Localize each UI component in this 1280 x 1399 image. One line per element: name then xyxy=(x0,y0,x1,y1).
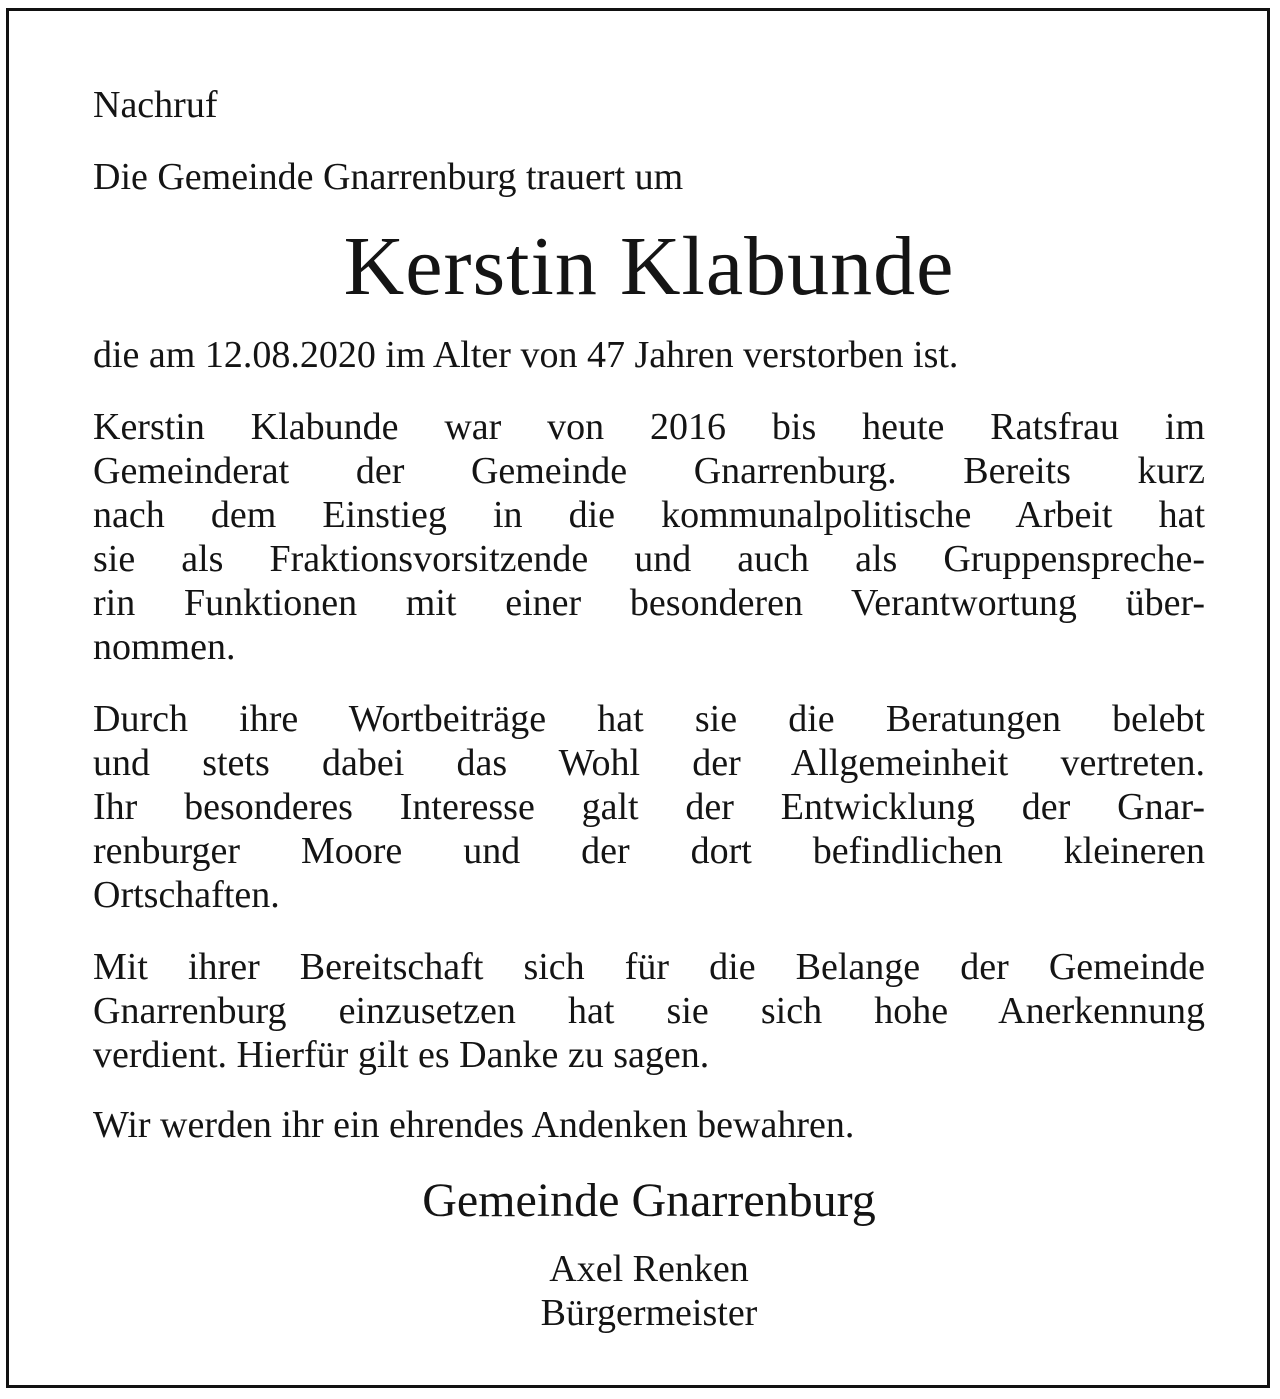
paragraph-3-line-3: verdient. Hierfür gilt es Danke zu sagen. xyxy=(93,1034,710,1076)
obituary-frame xyxy=(6,8,1270,1388)
closing-line: Wir werden ihr ein ehrendes Andenken bewahren. xyxy=(93,1104,855,1146)
deceased-name: Kerstin Klabunde xyxy=(343,220,955,313)
paragraph-3-line-1: Mit ihrer Bereitschaft sich für die Belange der Gemeinde xyxy=(93,946,1205,988)
paragraph-1-line-3: nach dem Einstieg in die kommunalpolitische Arbeit hat xyxy=(93,494,1205,536)
paragraph-2-line-3: Ihr besonderes Interesse galt der Entwicklung der Gnar- xyxy=(93,786,1205,828)
heading: Nachruf xyxy=(93,84,218,126)
paragraph-2-line-5: Ortschaften. xyxy=(93,874,280,916)
paragraph-1-line-5: rin Funktionen mit einer besonderen Verantwortung über- xyxy=(93,582,1205,624)
signatory-name: Axel Renken xyxy=(549,1248,749,1290)
death-line: die am 12.08.2020 im Alter von 47 Jahren verstorben ist. xyxy=(93,334,959,376)
paragraph-2-line-1: Durch ihre Wortbeiträge hat sie die Beratungen belebt xyxy=(93,698,1205,740)
paragraph-1-line-2: Gemeinderat der Gemeinde Gnarrenburg. Bereits kurz xyxy=(93,450,1205,492)
paragraph-2-line-2: und stets dabei das Wohl der Allgemeinheit vertreten. xyxy=(93,742,1205,784)
paragraph-3-line-2: Gnarrenburg einzusetzen hat sie sich hohe Anerkennung xyxy=(93,990,1205,1032)
signatory-title: Bürgermeister xyxy=(540,1292,758,1334)
organization-name: Gemeinde Gnarrenburg xyxy=(422,1174,876,1227)
paragraph-2-line-4: renburger Moore und der dort befindlichen kleineren xyxy=(93,830,1205,872)
intro-line: Die Gemeinde Gnarrenburg trauert um xyxy=(93,156,684,198)
paragraph-1-line-4: sie als Fraktionsvorsitzende und auch als Gruppenspreche- xyxy=(93,538,1205,580)
paragraph-1-line-1: Kerstin Klabunde war von 2016 bis heute Ratsfrau im xyxy=(93,406,1205,448)
paragraph-1-line-6: nommen. xyxy=(93,626,236,668)
